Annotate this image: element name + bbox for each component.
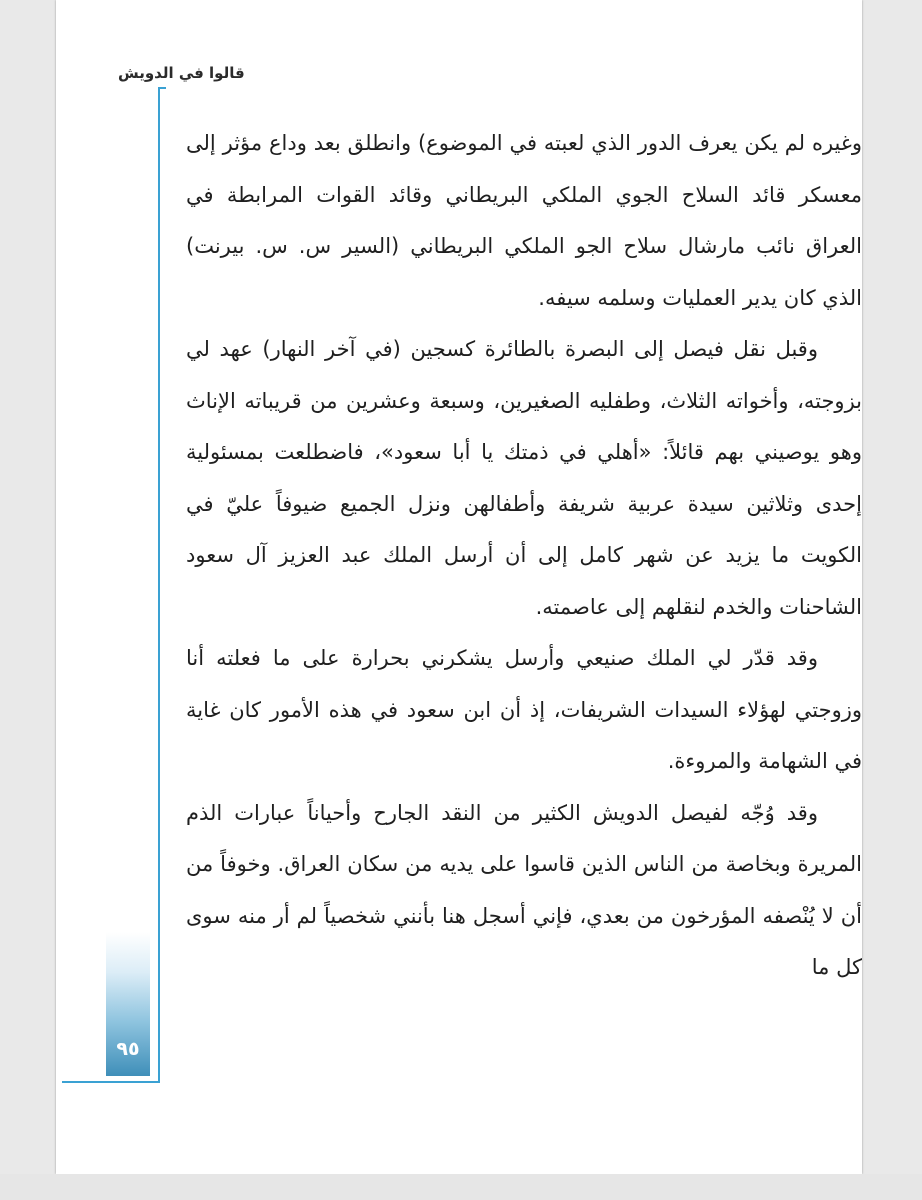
body-text bbox=[186, 118, 862, 994]
frame-bottom-line bbox=[62, 1081, 160, 1083]
page-number: ٩٥ bbox=[116, 1038, 140, 1060]
paragraph-1: وغيره لم يكن يعرف الدور الذي لعبته في الموضوع) وانطلق بعد وداع مؤثر إلى معسكر قائد السلاح الجوي الملكي البريطاني وقائد القوات المرابطة في العراق نائب مارشال سلاح الجو الملكي البريطاني (السير س. س. بيرنت) الذي كان يدير العمليات وسلمه سيفه. bbox=[186, 131, 862, 310]
bottom-margin-strip bbox=[0, 1174, 922, 1200]
paragraph-4: وقد وُجّه لفيصل الدويش الكثير من النقد الجارح وأحياناً عبارات الذم المريرة وبخاصة من الناس الذين قاسوا على يديه من سكان العراق. وخوفاً من أن لا يُنْصفه المؤرخون من بعدي، فإني أسجل هنا بأنني شخصياً لم أر منه سوى كل ما bbox=[186, 800, 862, 979]
paragraph-3: وقد قدّر لي الملك صنيعي وأرسل يشكرني بحرارة على ما فعلته أنا وزوجتي لهؤلاء السيدات الشريفات، إذ أن ابن سعود في هذه الأمور كان غاية في الشهامة والمروءة. bbox=[186, 646, 862, 773]
running-head: قالوا في الدويش bbox=[118, 64, 245, 82]
paragraph-2: وقبل نقل فيصل إلى البصرة بالطائرة كسجين (في آخر النهار) عهد لي بزوجته، وأخواته الثلاث، وطفليه الصغيرين، وسبعة وعشرين من قريباته الإناث وهو يوصيني بهم قائلاً: «أهلي في ذمتك يا أبا سعود»، فاضطلعت بمسئولية إحدى وثلاثين سيدة عربية شريفة وأطفالهن ونزل الجميع ضيوفاً عليّ في الكويت ما يزيد عن شهر كامل إلى أن أرسل الملك عبد العزيز آل سعود الشاحنات والخدم لنقلهم إلى عاصمته. bbox=[186, 337, 862, 619]
frame-vertical-line bbox=[158, 87, 160, 1083]
